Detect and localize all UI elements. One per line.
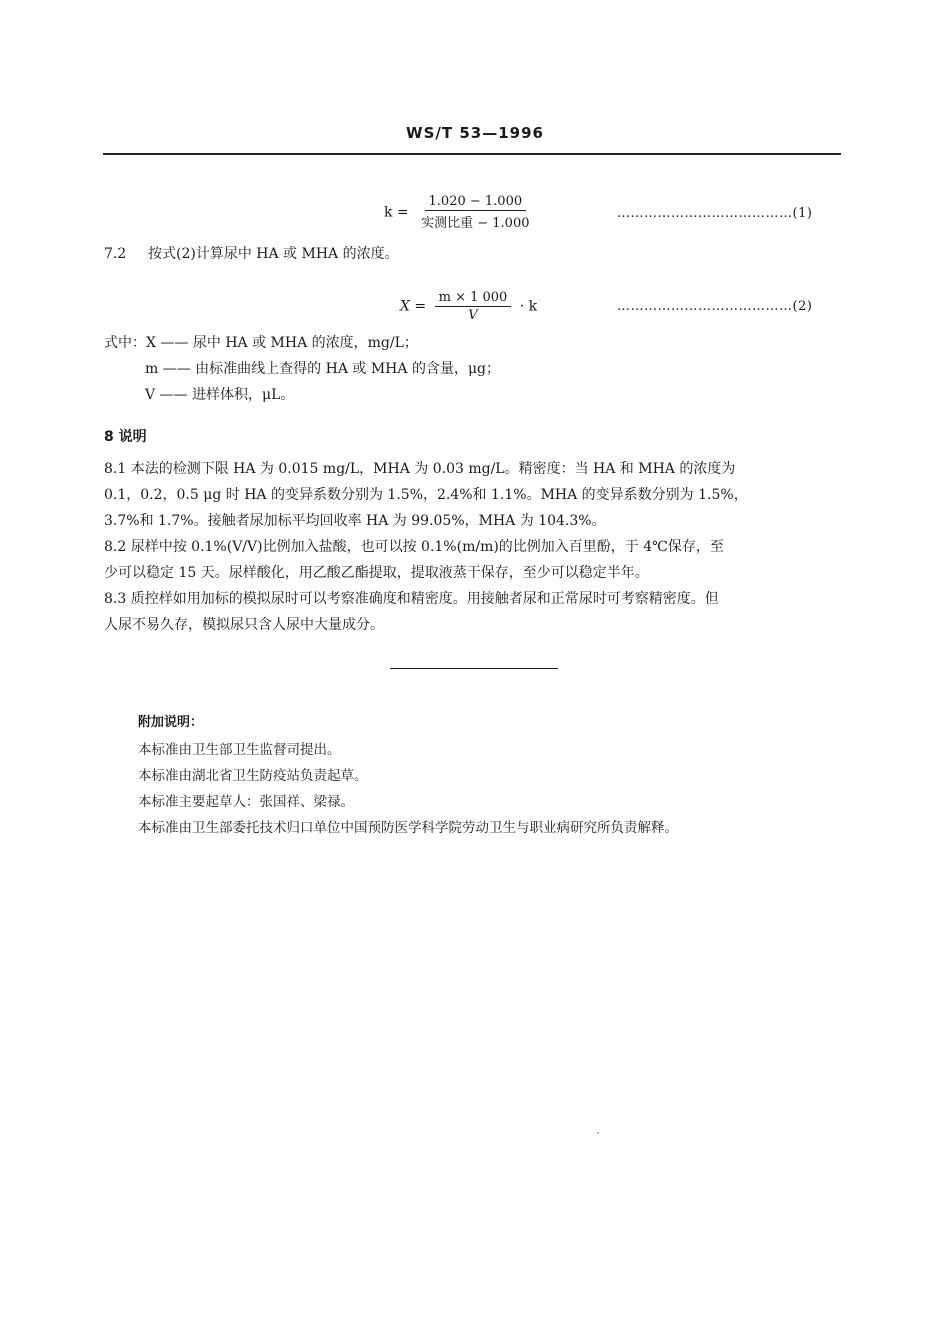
clause-7-2-text: 按式(2)计算尿中 HA 或 MHA 的浓度。 xyxy=(148,246,399,262)
formula-1-lhs: k = xyxy=(384,204,409,221)
formula-1-denominator: 实测比重 − 1.000 xyxy=(421,216,530,231)
running-header: WS/T 53—1996 xyxy=(406,124,544,142)
clause-8-1-line-3: 3.7%和 1.7%。接触者尿加标平均回收率 HA 为 99.05%，MHA 为 104.3%。 xyxy=(104,513,606,529)
where-line-3: V —— 进样体积，μL。 xyxy=(145,387,295,403)
formula-2-fraction xyxy=(435,290,512,323)
formula-2-leader: …………………………………(2) xyxy=(617,299,813,314)
clause-8-1-line-2: 0.1，0.2，0.5 μg 时 HA 的变异系数分别为 1.5%，2.4%和 1.1%。MHA 的变异系数分别为 1.5%， xyxy=(104,487,748,503)
clause-7-2-number: 7.2 xyxy=(104,246,127,262)
notes-item-1: 本标准由卫生部卫生监督司提出。 xyxy=(138,742,341,758)
formula-2 xyxy=(400,290,537,323)
clause-8-1-line-1: 8.1 本法的检测下限 HA 为 0.015 mg/L，MHA 为 0.03 mg/L。精密度：当 HA 和 MHA 的浓度为 xyxy=(104,461,736,477)
formula-2-lhs: X = xyxy=(400,298,427,315)
end-rule xyxy=(390,668,558,669)
formula-2-numerator: m × 1 000 xyxy=(435,290,512,307)
notes-title: 附加说明： xyxy=(138,715,204,730)
where-line-1: 式中：X —— 尿中 HA 或 MHA 的浓度，mg/L； xyxy=(104,335,418,351)
section-8-title: 8 说明 xyxy=(104,429,147,445)
scan-speck xyxy=(597,1132,599,1134)
notes-item-3: 本标准主要起草人：张国祥、梁禄。 xyxy=(138,794,354,810)
clause-7-2 xyxy=(104,241,399,267)
formula-2-denominator: V xyxy=(468,308,478,323)
formula-1 xyxy=(384,194,538,231)
header-rule xyxy=(103,153,841,155)
clause-8-3-line-2: 人尿不易久存，模拟尿只含人尿中大量成分。 xyxy=(104,617,384,633)
formula-1-numerator: 1.020 − 1.000 xyxy=(425,194,527,211)
notes-item-4: 本标准由卫生部委托技术归口单位中国预防医学科学院劳动卫生与职业病研究所负责解释。 xyxy=(138,820,678,836)
formula-1-leader: …………………………………(1) xyxy=(617,206,813,221)
notes-item-2: 本标准由湖北省卫生防疫站负责起草。 xyxy=(138,768,368,784)
clause-8-2-line-1: 8.2 尿样中按 0.1%(V/V)比例加入盐酸，也可以按 0.1%(m/m)的比例加入百里酚，于 4℃保存，至 xyxy=(104,539,724,555)
formula-2-tail: · k xyxy=(519,298,538,315)
where-line-2: m —— 由标准曲线上查得的 HA 或 MHA 的含量，μg； xyxy=(145,361,501,377)
clause-8-3-line-1: 8.3 质控样如用加标的模拟尿时可以考察准确度和精密度。用接触者尿和正常尿时可考察精密度。但 xyxy=(104,591,719,607)
clause-8-2-line-2: 少可以稳定 15 天。尿样酸化，用乙酸乙酯提取，提取液蒸干保存，至少可以稳定半年。 xyxy=(104,565,649,581)
formula-1-fraction xyxy=(417,194,533,231)
